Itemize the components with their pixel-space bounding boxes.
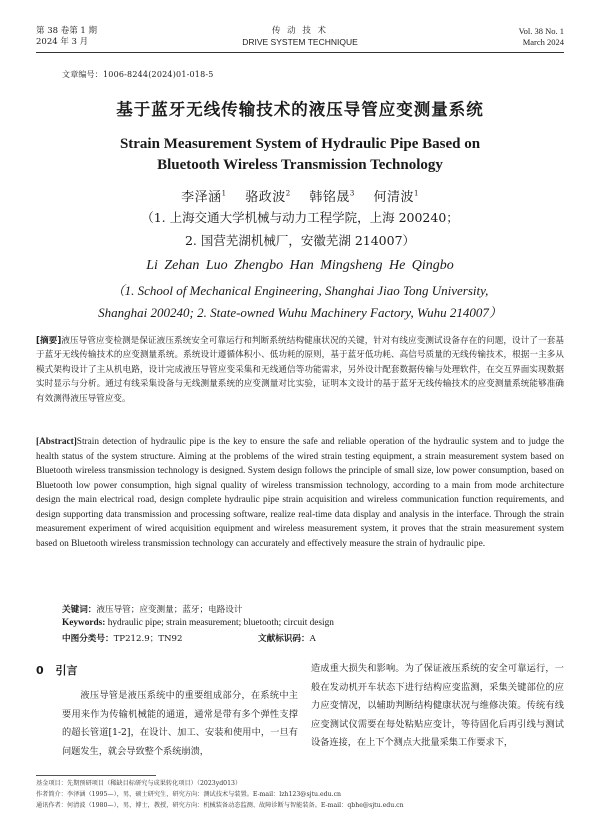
abstract-en-label: [Abstract] (36, 437, 77, 447)
abstract-zh-label: [摘要] (36, 336, 62, 346)
header-journal-en: DRIVE SYSTEM TECHNIQUE (242, 37, 358, 47)
footnote-author: 作者简介：李泽涵（1995—），男，硕士研究生，研究方向：测试技术与装置。E-mail：lzh123@sjtu.edu.cn (36, 791, 342, 798)
abstract-en (36, 435, 564, 551)
title-en-line1: Strain Measurement System of Hydraulic Pipe Based on (119, 136, 481, 152)
abstract-zh (36, 334, 564, 406)
document-code-value: A (309, 634, 316, 644)
author: 骆政波$^2$ (245, 189, 291, 205)
title-en-line2: Bluetooth Wireless Transmission Technology (157, 157, 443, 173)
affiliation-zh-line2: 2. 国营芜湖机械厂，安徽芜湖 214007） (184, 233, 416, 248)
section-title: 引言 (55, 664, 78, 677)
header-date: 2024 年 3 月 (36, 37, 89, 47)
article-number: 文章编号：1006-8244(2024)01-018-5 (62, 70, 214, 79)
classification-value: TP212.9；TN92 (113, 634, 183, 644)
author: 李泽涵$^1$ (181, 189, 227, 205)
keywords-en (62, 618, 334, 628)
keywords-zh-label: 关键词： (62, 605, 97, 615)
header-vol-no: Vol. 38 No. 1 (518, 26, 564, 36)
document-code-label: 文献标识码： (258, 634, 310, 644)
header-journal-zh: 传 动 技 术 (271, 26, 329, 36)
author: 何清波$^1$ (373, 189, 419, 205)
author: 韩铭晟$^3$ (309, 189, 355, 205)
affiliation-en-line2: Shanghai 200240; 2. State-owned Wuhu Machinery Factory, Wuhu 214007） (98, 305, 502, 320)
intro-left-column: 液压导管是液压系统中的重要组成部分，在系统中主要用来作为传输机械能的通道，通常是带有多个弹性支撑的超长管道[1-2]，在设计、加工、安装和使用中，一旦有问题发生，就会导致整个系统崩溃， (62, 690, 298, 757)
affiliation-en-line1: （1. School of Mechanical Engineering, Shanghai Jiao Tong University, (111, 283, 489, 298)
title-zh: 基于蓝牙无线传输技术的液压导管应变测量系统 (116, 100, 484, 119)
affiliation-zh-line1: （1. 上海交通大学机械与动力工程学院，上海 200240； (141, 210, 459, 225)
keywords-en-label: Keywords: (62, 618, 106, 628)
footnote-corresponding: 通讯作者：何清波（1980—），男，博士，教授，研究方向：机械装备动态监测、故障诊断与智能装备。E-mail：qbhe@sjtu.edu.cn (36, 802, 404, 809)
authors-en: Li Zehan Luo Zhengbo Han Mingsheng He Qingbo (146, 258, 454, 273)
header-month: March 2024 (522, 37, 564, 47)
header-vol-en (519, 26, 564, 48)
keywords-en-text: hydraulic pipe; strain measurement; bluetooth; circuit design (107, 618, 334, 628)
keywords-zh (62, 603, 243, 615)
abstract-en-text: Strain detection of hydraulic pipe is the key to ensure the safe and reliable operation of the hydraulic system and to judge the health status of the system structure. Aiming at the problems of the wired strain testing equipment, a strain measurement system based on Bluetooth wireless transmission technology is designed. System design follows the principle of small size, low power consumption, based on Bluetooth low power consumption, high signal quality of wireless transmission technology, according to a main from mode architecture design the main electrical road, design complete hydraulic pipe strain acquisition and wireless communication function requirements, and design supporting data transmission and processing software, realize real-time data display and analysis in the interface. Through the strain measurement experiment of wired acquisition equipment and wireless measurement system, it proves that the strain measurement system based on Bluetooth wireless transmission technology can accurately and effectively measure the strain of hydraulic pipe. (36, 437, 564, 549)
footnote-funding: 基金项目：先期预研项目（稀缺目标研究与成果转化项目）（2023yd013） (36, 780, 242, 787)
authors-zh (0, 186, 600, 205)
header-rule (36, 52, 564, 53)
section-number: 0 (36, 664, 44, 677)
header-volume-issue: 第 38 卷第 1 期 (36, 26, 98, 36)
document-code (258, 632, 316, 644)
abstract-zh-text: 液压导管应变检测是保证液压系统安全可靠运行和判断系统结构健康状况的关键，针对有线应变测试设备存在的问题，设计了一套基于蓝牙无线传输技术的应变测量系统。系统设计遵循体积小、低功耗的原则，基于蓝牙低功耗、高信号质量的无线传输技术，根据一主多从模式架构设计了主从机电路，设计完成液压导管应变采集和无线通信等功能需求，另外设计配套数据传输与处理软件，在交互界面实现数据实时显示与分析。通过有线采集设备与无线测量系统的应变测量对比实验，证明本文设计的基于蓝牙无线传输技术的应变测量系统能够准确有效测得液压导管应变。 (36, 336, 564, 404)
footnote-rule (36, 775, 156, 776)
section-heading (36, 662, 78, 678)
classification-label: 中图分类号： (62, 634, 114, 644)
classification (62, 632, 182, 644)
intro-right-column: 造成重大损失和影响。为了保证液压系统的安全可靠运行，一般在发动机开车状态下进行结构应变监测，采集关键部位的应力应变情况，以辅助判断结构健康状况与维修决策。传统有线应变测试仪需要在每处粘贴应变计，等待固化后再引线与测试设备连接，在上下个测点大批量采集工作要求下， (311, 663, 564, 748)
header-journal (0, 26, 600, 48)
keywords-zh-text: 液压导管；应变测量；蓝牙；电路设计 (96, 605, 243, 615)
